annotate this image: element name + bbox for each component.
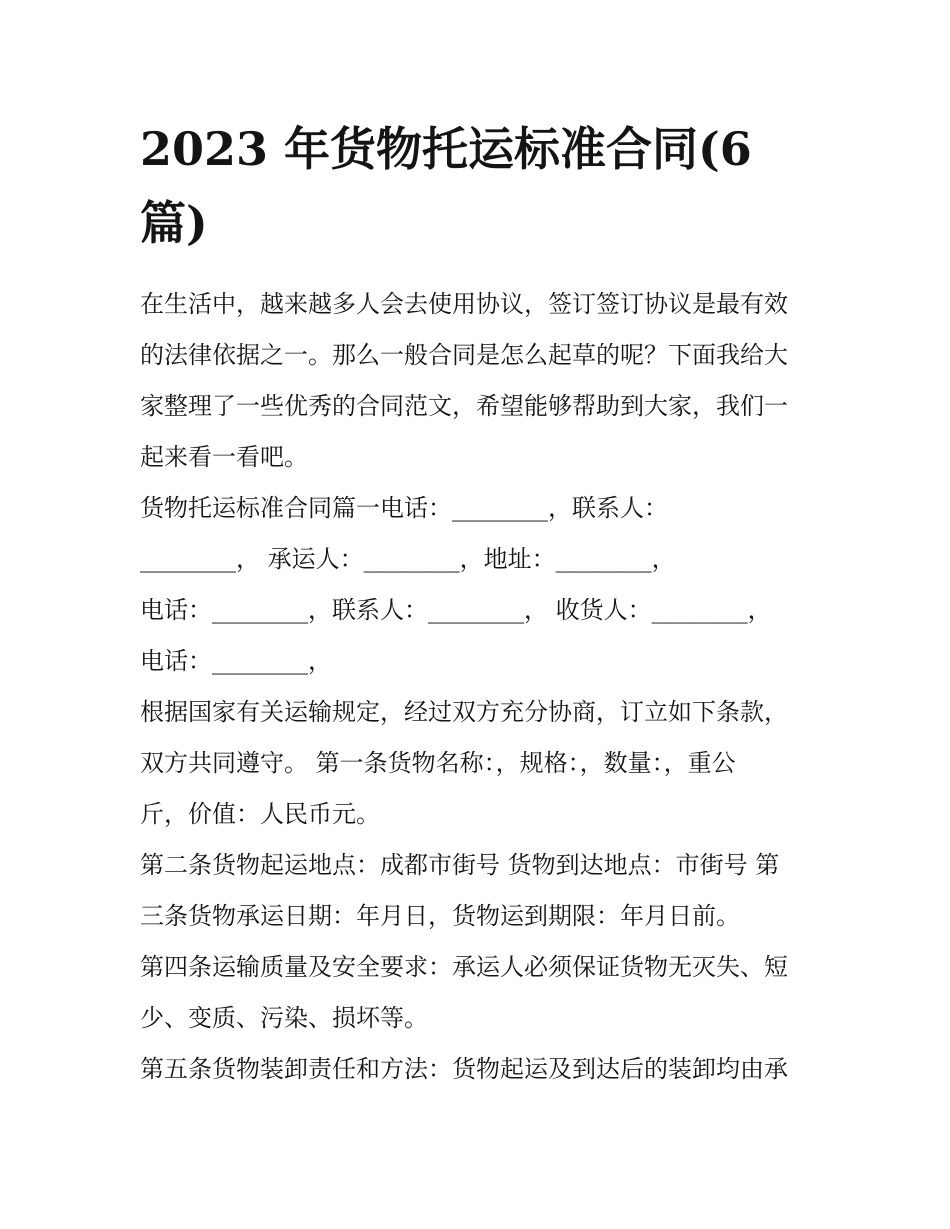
text-line: 货物托运标准合同篇一电话：________，联系人： <box>140 494 668 522</box>
text-line: 电话：________， <box>140 647 332 675</box>
text-line: 三条货物承运日期：年月日，货物运到期限：年月日前。 <box>140 902 740 930</box>
text-line: 的法律依据之一。那么一般合同是怎么起草的呢？下面我给大 <box>140 341 788 369</box>
text-line: 电话：________，联系人：________， 收货人：________， <box>140 596 772 624</box>
text-line: 根据国家有关运输规定，经过双方充分协商，订立如下条款， <box>140 698 788 726</box>
text-line: ________， 承运人：________，地址：________， <box>140 545 676 573</box>
text-line: 在生活中，越来越多人会去使用协议，签订签订协议是最有效 <box>140 290 788 318</box>
document-body <box>140 279 820 1095</box>
text-line: 少、变质、污染、损坏等。 <box>140 1004 428 1032</box>
title-line: 篇) <box>140 196 208 250</box>
text-line: 家整理了一些优秀的合同范文，希望能够帮助到大家，我们一 <box>140 392 788 420</box>
text-line: 第五条货物装卸责任和方法：货物起运及到达后的装卸均由承 <box>140 1055 788 1083</box>
clause-paragraph <box>140 840 820 942</box>
title-line: 2023 年货物托运标准合同(6 <box>140 122 752 176</box>
clause-paragraph <box>140 687 820 840</box>
document-title <box>140 112 820 260</box>
text-line: 起来看一看吧。 <box>140 443 308 471</box>
clause-paragraph <box>140 942 820 1044</box>
text-line: 第二条货物起运地点：成都市街号 货物到达地点：市街号 第 <box>140 851 780 879</box>
intro-paragraph <box>140 279 820 483</box>
text-line: 斤，价值：人民币元。 <box>140 800 380 828</box>
parties-paragraph <box>140 483 820 687</box>
text-line: 第四条运输质量及安全要求：承运人必须保证货物无灭失、短 <box>140 953 788 981</box>
clause-paragraph <box>140 1044 820 1095</box>
text-line: 双方共同遵守。 第一条货物名称：，规格：，数量：，重公 <box>140 749 736 777</box>
